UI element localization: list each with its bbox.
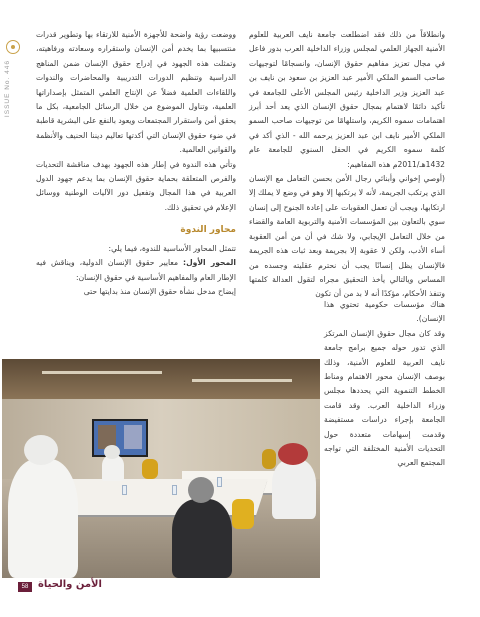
ornament-icon [6,40,20,54]
section-heading: محاور الندوة [180,225,236,236]
page-footer [0,578,480,600]
axis-1-label: المحور الأول: [183,258,237,268]
chair [232,499,254,529]
ceiling-light [42,371,162,374]
article-column-left [36,28,236,299]
chair [142,459,158,479]
ceiling-light [192,379,292,382]
paragraph: هناك مؤسسات حكومية تحتوي هذا الإنسان). [324,300,445,324]
video-screen [92,419,148,457]
page-number: 58 [18,582,32,592]
article-column-right-continued [324,298,445,471]
chair [262,449,276,469]
axis-1-text: معايير حقوق الإنسان الدولية، ويناقش فيه الإطار العام والمفاهيم الأساسية في حقوق الإنسان: [36,258,236,282]
section-intro: تتمثل المحاور الأساسية للندوة، فيما يلي: [108,243,236,253]
quote-paragraph: (أوصي إخواني وأبنائي رجال الأمن بحسن التعامل مع الإنسان الذي يرتكب الجريمة، لأنه لا يرتكبها إلا وهو في وضع لا يملك إلا ارتكابها، ويجب أن تعمل العقوبات على إعادة الجنوح إلى إنسان سوي بالتعاون بين المؤسسات الأمنية والتربوية العامة والقضاء من خلال التعامل الإيجابي، ولا شك في أن من أمن العقوبة أساء الأدب، ولكن لا عقوبة إلا بجريمة وبعد ثبات هذه الجريمة فالإنسان يظل إنسانًا يجب أن نحترم عقليته وجسده من المساس ويالتالي يأخذ التحقيق مجراه لتقول العدالة كلمتها وتنفذ الأحكام، مؤكدًا أنه لا بد من أن تكون [249,174,445,299]
axis-1 [36,256,236,285]
paragraph: ووضعت رؤية واضحة للأجهزة الأمنية للارتقاء بها وتطوير قدرات منتسبيها بما يخدم أمن الإنسان واستقراره وسعادته ورفاهيته، وتمثلت هذه الجهود في إدراج حقوق الإنسان ضمن المناهج الدراسية وتنظيم الدورات التدريبية والمحاضرات والندوات واللقاءات العلمية فضلاً عن الإنتاج العلمي المتمثل بإصداراتها العلمية، وتناول الموضوع من خلال الرسائل الجامعية، بكل ما يحقق أمن واستقرار المجتمعات ويعود بالنفع على البشرية قاطبة في ضوء حقوق الإنسان التي أكدتها تعاليم ديننا الحنيف والأنظمة والقوانين العالمية. [36,30,236,155]
person [8,459,78,578]
magazine-name: الأمن والحياة [38,579,102,590]
paragraph: وانطلاقاً من ذلك فقد اضطلعت جامعة نايف العربية للعلوم الأمنية الجهاز العلمي لمجلس وزراء الداخلية العرب بدور فاعل في مجال تعزيز مفاهيم حقوق الإنسان، وانسجامًا لتوجيهات صاحب السمو الملكي الأمير عبد العزيز بن سعود بن نايف بن عبد العزيز وزير الداخلية رئيس المجلس الأعلى للجامعة في تأكيد دائمًا لاهتمام بمجال حقوق الإنسان الذي يعد أحد أبرز اهتمامات سموه الكريم، واستلهامًا من توجيهات صاحب السمو الملكي الأمير نايف ابن عبد العزيز يرحمه الله - الذي أكد في كلمة سموه الكريم في الحفل السنوي للجامعة عام 1432هـ/2011م هذه المفاهيم: [249,30,445,169]
axis-1-sub: إيضاح مدخل نشأة حقوق الإنسان منذ بدايتها حتى [83,286,236,296]
issue-number: ISSUE No. 446 [4,60,11,118]
meeting-photo [2,359,320,578]
person [172,499,232,578]
article-column-right [249,28,445,302]
paragraph: وتأتي هذه الندوة في إطار هذه الجهود بهدف مناقشة التحديات والفرص المتعلقة بحماية حقوق الإنسان بما يدعم جهود الدول العربية في هذا المجال وتفعيل دور الآليات الوطنية ووسائل الإعلام في تحقيق ذلك. [36,159,236,212]
paragraph: وقد كان مجال حقوق الإنسان المرتكز الذي تدور حوله جميع برامج جامعة نايف العربية للعلوم الأمنية، وذلك بوصف الإنسان محور الاهتمام ومناط الخطط التنموية التي يحددها مجلس وزراء الداخلية العرب. وقد قامت الجامعة بإجراء دراسات مستفيضة وقدمت إسهامات متعددة حول التحديات الأمنية المختلفة التي تواجه المجتمع العربي [324,328,445,468]
issue-strip [0,40,24,130]
person [272,459,316,519]
